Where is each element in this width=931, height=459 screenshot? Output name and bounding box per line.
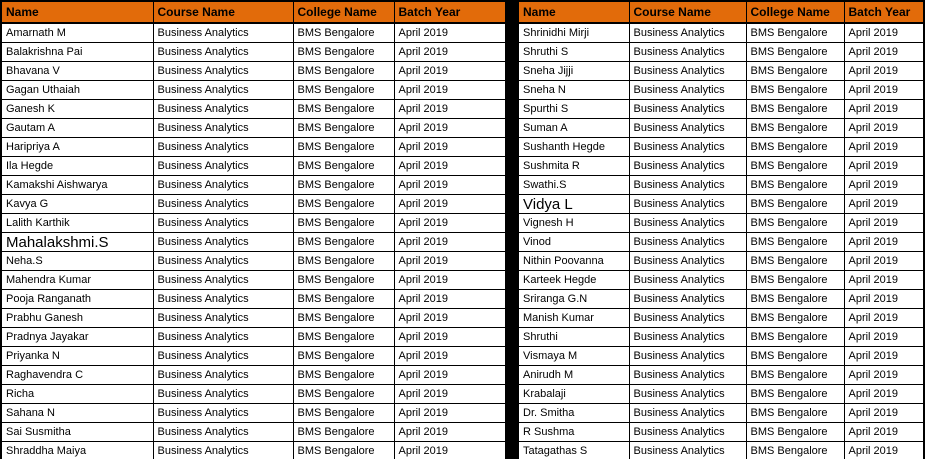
batch-cell[interactable]: April 2019: [844, 176, 924, 195]
name-cell[interactable]: Tatagathas S: [518, 442, 629, 459]
course-cell[interactable]: Business Analytics: [153, 81, 293, 100]
course-cell[interactable]: Business Analytics: [629, 195, 746, 214]
name-cell[interactable]: Balakrishna Pai: [1, 43, 153, 62]
name-cell[interactable]: Bhavana V: [1, 62, 153, 81]
course-cell[interactable]: Business Analytics: [153, 290, 293, 309]
column-header-college-name[interactable]: College Name: [746, 1, 844, 23]
course-cell[interactable]: Business Analytics: [629, 442, 746, 459]
course-cell[interactable]: Business Analytics: [153, 309, 293, 328]
course-cell[interactable]: Business Analytics: [629, 404, 746, 423]
batch-cell[interactable]: April 2019: [844, 119, 924, 138]
batch-cell[interactable]: April 2019: [394, 442, 506, 459]
table-row: [1, 81, 506, 100]
course-cell[interactable]: Business Analytics: [153, 328, 293, 347]
college-cell[interactable]: BMS Bengalore: [293, 119, 394, 138]
table-row: [518, 195, 924, 214]
college-cell[interactable]: BMS Bengalore: [746, 252, 844, 271]
name-cell[interactable]: Spurthi S: [518, 100, 629, 119]
college-cell[interactable]: BMS Bengalore: [293, 233, 394, 252]
course-cell[interactable]: Business Analytics: [629, 290, 746, 309]
name-cell[interactable]: Shruthi S: [518, 43, 629, 62]
name-cell[interactable]: Anirudh M: [518, 366, 629, 385]
course-cell[interactable]: Business Analytics: [629, 23, 746, 43]
college-cell[interactable]: BMS Bengalore: [293, 81, 394, 100]
course-cell[interactable]: Business Analytics: [629, 81, 746, 100]
batch-cell[interactable]: April 2019: [844, 347, 924, 366]
course-cell[interactable]: Business Analytics: [629, 271, 746, 290]
table-row: [1, 385, 506, 404]
college-cell[interactable]: BMS Bengalore: [746, 214, 844, 233]
name-cell[interactable]: Shraddha Maiya: [1, 442, 153, 459]
batch-cell[interactable]: April 2019: [844, 404, 924, 423]
batch-cell[interactable]: April 2019: [394, 290, 506, 309]
name-cell[interactable]: Suman A: [518, 119, 629, 138]
course-cell[interactable]: Business Analytics: [153, 119, 293, 138]
batch-cell[interactable]: April 2019: [844, 290, 924, 309]
batch-cell[interactable]: April 2019: [394, 347, 506, 366]
batch-cell[interactable]: April 2019: [844, 62, 924, 81]
table-row: [518, 328, 924, 347]
name-cell[interactable]: Haripriya A: [1, 138, 153, 157]
name-cell[interactable]: Lalith Karthik: [1, 214, 153, 233]
name-cell[interactable]: Gagan Uthaiah: [1, 81, 153, 100]
table-header: [518, 1, 924, 23]
college-cell[interactable]: BMS Bengalore: [293, 328, 394, 347]
table-row: [1, 423, 506, 442]
table-row: [518, 81, 924, 100]
name-cell[interactable]: Vinod: [518, 233, 629, 252]
college-cell[interactable]: BMS Bengalore: [746, 385, 844, 404]
column-header-college-name[interactable]: College Name: [293, 1, 394, 23]
name-cell[interactable]: Gautam A: [1, 119, 153, 138]
course-cell[interactable]: Business Analytics: [629, 252, 746, 271]
batch-cell[interactable]: April 2019: [394, 233, 506, 252]
name-cell[interactable]: Pradnya Jayakar: [1, 328, 153, 347]
batch-cell[interactable]: April 2019: [844, 195, 924, 214]
college-cell[interactable]: BMS Bengalore: [293, 252, 394, 271]
table-row: [518, 138, 924, 157]
name-cell[interactable]: Shruthi: [518, 328, 629, 347]
table-row: [518, 271, 924, 290]
name-cell[interactable]: Shrinidhi Mirji: [518, 23, 629, 43]
college-cell[interactable]: BMS Bengalore: [746, 62, 844, 81]
batch-cell[interactable]: April 2019: [394, 157, 506, 176]
course-cell[interactable]: Business Analytics: [153, 214, 293, 233]
table-body: [518, 23, 924, 459]
course-cell[interactable]: Business Analytics: [629, 423, 746, 442]
name-cell[interactable]: Sneha Jijji: [518, 62, 629, 81]
table-row: [1, 404, 506, 423]
batch-cell[interactable]: April 2019: [844, 100, 924, 119]
name-cell[interactable]: Swathi.S: [518, 176, 629, 195]
course-cell[interactable]: Business Analytics: [629, 309, 746, 328]
batch-cell[interactable]: April 2019: [844, 423, 924, 442]
course-cell[interactable]: Business Analytics: [153, 176, 293, 195]
batch-cell[interactable]: April 2019: [394, 309, 506, 328]
table-row: [1, 347, 506, 366]
table-row: [1, 138, 506, 157]
name-cell[interactable]: Ganesh K: [1, 100, 153, 119]
name-cell[interactable]: Amarnath M: [1, 23, 153, 43]
batch-cell[interactable]: April 2019: [844, 138, 924, 157]
batch-cell[interactable]: April 2019: [844, 328, 924, 347]
college-cell[interactable]: BMS Bengalore: [746, 290, 844, 309]
table-row: [518, 23, 924, 43]
name-cell[interactable]: Krabalaji: [518, 385, 629, 404]
table-row: [1, 309, 506, 328]
course-cell[interactable]: Business Analytics: [153, 100, 293, 119]
college-cell[interactable]: BMS Bengalore: [293, 23, 394, 43]
table-row: [518, 347, 924, 366]
course-cell[interactable]: Business Analytics: [629, 385, 746, 404]
batch-cell[interactable]: April 2019: [394, 23, 506, 43]
name-cell[interactable]: Nithin Poovanna: [518, 252, 629, 271]
table-row: [1, 328, 506, 347]
batch-cell[interactable]: April 2019: [394, 423, 506, 442]
batch-cell[interactable]: April 2019: [394, 404, 506, 423]
table-row: [518, 62, 924, 81]
table-row: [518, 423, 924, 442]
course-cell[interactable]: Business Analytics: [629, 43, 746, 62]
table-row: [518, 157, 924, 176]
table-row: [1, 157, 506, 176]
college-cell[interactable]: BMS Bengalore: [746, 347, 844, 366]
table-row: [1, 195, 506, 214]
course-cell[interactable]: Business Analytics: [629, 233, 746, 252]
table-row: [1, 100, 506, 119]
name-cell[interactable]: Sneha N: [518, 81, 629, 100]
table-row: [1, 366, 506, 385]
batch-cell[interactable]: April 2019: [844, 309, 924, 328]
table-row: [1, 119, 506, 138]
batch-cell[interactable]: April 2019: [844, 271, 924, 290]
college-cell[interactable]: BMS Bengalore: [746, 176, 844, 195]
batch-cell[interactable]: April 2019: [394, 328, 506, 347]
batch-cell[interactable]: April 2019: [394, 271, 506, 290]
table-row: [1, 23, 506, 43]
table-row: [518, 366, 924, 385]
college-cell[interactable]: BMS Bengalore: [746, 423, 844, 442]
course-cell[interactable]: Business Analytics: [629, 119, 746, 138]
batch-cell[interactable]: April 2019: [394, 138, 506, 157]
course-cell[interactable]: Business Analytics: [153, 366, 293, 385]
name-cell[interactable]: Sai Susmitha: [1, 423, 153, 442]
college-cell[interactable]: BMS Bengalore: [293, 347, 394, 366]
course-cell[interactable]: Business Analytics: [629, 100, 746, 119]
name-cell[interactable]: Mahalakshmi.S: [1, 233, 153, 252]
batch-cell[interactable]: April 2019: [394, 385, 506, 404]
table-header: [1, 1, 506, 23]
college-cell[interactable]: BMS Bengalore: [746, 233, 844, 252]
table-row: [518, 252, 924, 271]
college-cell[interactable]: BMS Bengalore: [293, 442, 394, 459]
college-cell[interactable]: BMS Bengalore: [746, 81, 844, 100]
name-cell[interactable]: Ila Hegde: [1, 157, 153, 176]
table-row: [1, 214, 506, 233]
batch-cell[interactable]: April 2019: [844, 23, 924, 43]
course-cell[interactable]: Business Analytics: [153, 347, 293, 366]
college-cell[interactable]: BMS Bengalore: [746, 271, 844, 290]
college-cell[interactable]: BMS Bengalore: [293, 138, 394, 157]
college-cell[interactable]: BMS Bengalore: [293, 271, 394, 290]
table-row: [1, 233, 506, 252]
column-header-course-name[interactable]: Course Name: [629, 1, 746, 23]
college-cell[interactable]: BMS Bengalore: [293, 43, 394, 62]
batch-cell[interactable]: April 2019: [844, 81, 924, 100]
name-cell[interactable]: Manish Kumar: [518, 309, 629, 328]
batch-cell[interactable]: April 2019: [844, 442, 924, 459]
college-cell[interactable]: BMS Bengalore: [293, 423, 394, 442]
college-cell[interactable]: BMS Bengalore: [293, 404, 394, 423]
batch-cell[interactable]: April 2019: [844, 252, 924, 271]
table-body: [1, 23, 506, 459]
batch-cell[interactable]: April 2019: [394, 252, 506, 271]
batch-cell[interactable]: April 2019: [844, 385, 924, 404]
table-row: [1, 62, 506, 81]
batch-cell[interactable]: April 2019: [394, 81, 506, 100]
course-cell[interactable]: Business Analytics: [629, 157, 746, 176]
name-cell[interactable]: Sriranga G.N: [518, 290, 629, 309]
table-row: [518, 119, 924, 138]
college-cell[interactable]: BMS Bengalore: [293, 366, 394, 385]
course-cell[interactable]: Business Analytics: [153, 43, 293, 62]
batch-cell[interactable]: April 2019: [394, 176, 506, 195]
college-cell[interactable]: BMS Bengalore: [293, 157, 394, 176]
table-row: [518, 43, 924, 62]
table-row: [518, 290, 924, 309]
batch-cell[interactable]: April 2019: [394, 195, 506, 214]
college-cell[interactable]: BMS Bengalore: [293, 290, 394, 309]
name-cell[interactable]: Vismaya M: [518, 347, 629, 366]
name-cell[interactable]: Vidya L: [518, 195, 629, 214]
batch-cell[interactable]: April 2019: [394, 119, 506, 138]
table-row: [518, 214, 924, 233]
table-row: [518, 176, 924, 195]
course-cell[interactable]: Business Analytics: [153, 442, 293, 459]
table-separator: [505, 0, 517, 459]
college-cell[interactable]: BMS Bengalore: [746, 23, 844, 43]
column-header-name[interactable]: Name: [518, 1, 629, 23]
column-header-batch-year[interactable]: Batch Year: [844, 1, 924, 23]
name-cell[interactable]: Raghavendra C: [1, 366, 153, 385]
course-cell[interactable]: Business Analytics: [629, 366, 746, 385]
course-cell[interactable]: Business Analytics: [629, 328, 746, 347]
header-row: [518, 1, 924, 23]
course-cell[interactable]: Business Analytics: [629, 347, 746, 366]
name-cell[interactable]: R Sushma: [518, 423, 629, 442]
batch-cell[interactable]: April 2019: [844, 43, 924, 62]
name-cell[interactable]: Sahana N: [1, 404, 153, 423]
college-cell[interactable]: BMS Bengalore: [293, 62, 394, 81]
name-cell[interactable]: Vignesh H: [518, 214, 629, 233]
table-row: [1, 176, 506, 195]
batch-cell[interactable]: April 2019: [844, 366, 924, 385]
college-cell[interactable]: BMS Bengalore: [293, 195, 394, 214]
batch-cell[interactable]: April 2019: [394, 43, 506, 62]
course-cell[interactable]: Business Analytics: [153, 23, 293, 43]
table-row: [1, 290, 506, 309]
course-cell[interactable]: Business Analytics: [153, 252, 293, 271]
name-cell[interactable]: Kamakshi Aishwarya: [1, 176, 153, 195]
course-cell[interactable]: Business Analytics: [153, 404, 293, 423]
course-cell[interactable]: Business Analytics: [153, 233, 293, 252]
college-cell[interactable]: BMS Bengalore: [746, 43, 844, 62]
column-header-course-name[interactable]: Course Name: [153, 1, 293, 23]
table-row: [1, 442, 506, 459]
name-cell[interactable]: Karteek Hegde: [518, 271, 629, 290]
college-cell[interactable]: BMS Bengalore: [293, 385, 394, 404]
college-cell[interactable]: BMS Bengalore: [746, 328, 844, 347]
name-cell[interactable]: Prabhu Ganesh: [1, 309, 153, 328]
course-cell[interactable]: Business Analytics: [153, 62, 293, 81]
name-cell[interactable]: Neha.S: [1, 252, 153, 271]
college-cell[interactable]: BMS Bengalore: [293, 309, 394, 328]
college-cell[interactable]: BMS Bengalore: [746, 119, 844, 138]
name-cell[interactable]: Dr. Smitha: [518, 404, 629, 423]
course-cell[interactable]: Business Analytics: [153, 195, 293, 214]
batch-cell[interactable]: April 2019: [394, 62, 506, 81]
batch-cell[interactable]: April 2019: [844, 233, 924, 252]
college-cell[interactable]: BMS Bengalore: [746, 157, 844, 176]
college-cell[interactable]: BMS Bengalore: [746, 442, 844, 459]
course-cell[interactable]: Business Analytics: [153, 385, 293, 404]
course-cell[interactable]: Business Analytics: [153, 138, 293, 157]
table-row: [518, 233, 924, 252]
course-cell[interactable]: Business Analytics: [629, 62, 746, 81]
college-cell[interactable]: BMS Bengalore: [746, 138, 844, 157]
table-row: [518, 442, 924, 459]
batch-cell[interactable]: April 2019: [394, 100, 506, 119]
college-cell[interactable]: BMS Bengalore: [293, 176, 394, 195]
table-row: [1, 252, 506, 271]
course-cell[interactable]: Business Analytics: [153, 157, 293, 176]
table-row: [518, 100, 924, 119]
batch-cell[interactable]: April 2019: [394, 366, 506, 385]
table-row: [1, 43, 506, 62]
column-header-name[interactable]: Name: [1, 1, 153, 23]
college-cell[interactable]: BMS Bengalore: [746, 195, 844, 214]
batch-cell[interactable]: April 2019: [394, 214, 506, 233]
college-cell[interactable]: BMS Bengalore: [293, 100, 394, 119]
name-cell[interactable]: Sushanth Hegde: [518, 138, 629, 157]
name-cell[interactable]: Pooja Ranganath: [1, 290, 153, 309]
name-cell[interactable]: Priyanka N: [1, 347, 153, 366]
header-row: [1, 1, 506, 23]
table-row: [518, 404, 924, 423]
course-cell[interactable]: Business Analytics: [629, 176, 746, 195]
college-cell[interactable]: BMS Bengalore: [746, 404, 844, 423]
name-cell[interactable]: Kavya G: [1, 195, 153, 214]
course-cell[interactable]: Business Analytics: [629, 214, 746, 233]
college-cell[interactable]: BMS Bengalore: [746, 309, 844, 328]
course-cell[interactable]: Business Analytics: [153, 271, 293, 290]
name-cell[interactable]: Sushmita R: [518, 157, 629, 176]
name-cell[interactable]: Mahendra Kumar: [1, 271, 153, 290]
batch-cell[interactable]: April 2019: [844, 214, 924, 233]
roster-table-right: [517, 0, 925, 459]
college-cell[interactable]: BMS Bengalore: [293, 214, 394, 233]
name-cell[interactable]: Richa: [1, 385, 153, 404]
college-cell[interactable]: BMS Bengalore: [746, 366, 844, 385]
column-header-batch-year[interactable]: Batch Year: [394, 1, 506, 23]
table-row: [518, 309, 924, 328]
college-cell[interactable]: BMS Bengalore: [746, 100, 844, 119]
course-cell[interactable]: Business Analytics: [153, 423, 293, 442]
batch-cell[interactable]: April 2019: [844, 157, 924, 176]
table-row: [1, 271, 506, 290]
table-row: [518, 385, 924, 404]
course-cell[interactable]: Business Analytics: [629, 138, 746, 157]
